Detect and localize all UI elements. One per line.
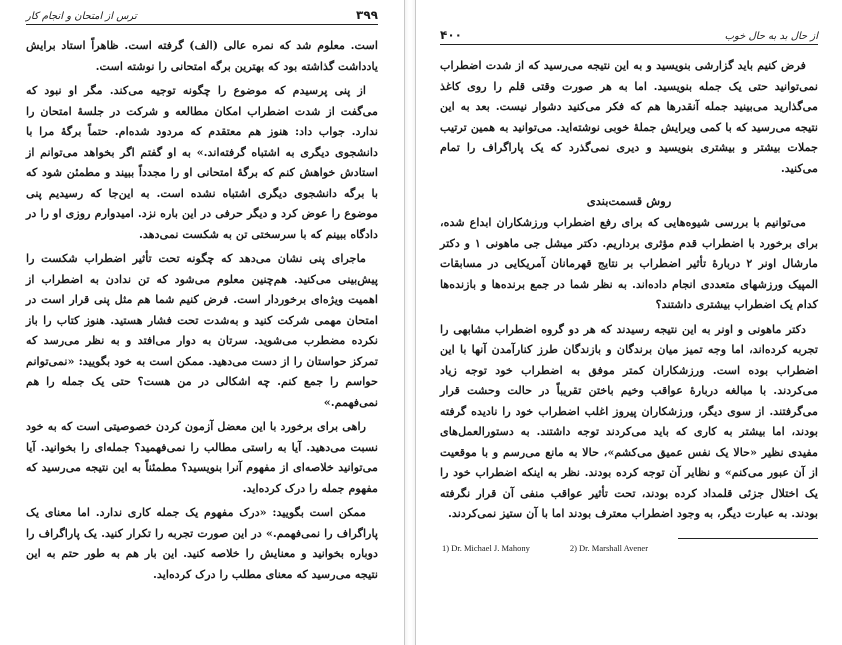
footnote: 1) Dr. Michael J. Mahony xyxy=(442,542,530,553)
paragraph: می‌توانیم با بررسی شیوه‌هایی که برای رفع اضطراب ورزشکاران ابداع شده، برای برخورد با اضطراب قدم مؤثری برداریم. دکتر میشل جی ماهونی ۱ و دکتر مارشال اونر ۲ دربارهٔ تأثیر اضطراب بر نتایج قهرمانان آمریکایی در مسابقات المپیک ورزشهای متعددی انجام داده‌اند. به نظر شما در جمع برنده‌ها و بازنده‌ها کدام یک اضطراب بیشتری داشتند؟ xyxy=(440,215,818,311)
footnote: 2) Dr. Marshall Avener xyxy=(569,542,649,553)
page-number: ۳۹۹ xyxy=(356,8,378,22)
footnote-divider xyxy=(678,538,818,539)
right-page-header xyxy=(440,28,818,45)
paragraph: فرض کنیم باید گزارشی بنویسید و به این نتیجه می‌رسید که از شدت اضطراب نمی‌توانید حتی یک جمله بنویسید. اما به هر صورت وقتی قلم را روی کاغذ می‌گذارید می‌بینید جمله آنقدرها هم که فکر می‌کنید دشوار نیست. بعد به این نتیجه می‌رسید که با کمی ویرایش جملهٔ خوبی نوشته‌اید. می‌توانید به همین ترتیب جملات بیشتر و بیشتری بنویسید و دیری نمی‌گذرد که یک پاراگراف را تمام می‌کنید. xyxy=(440,58,818,175)
paragraph: از پنی پرسیدم که موضوع را چگونه توجیه می‌کند. مگر او نبود که می‌گفت از شدت اضطراب امکان مطالعه و شرکت در جلسهٔ امتحان را ندارد. جواب داد: هنوز هم معتقدم که مردود شده‌ام. حتماً برگهٔ مرا با دانشجوی دیگری به اشتباه گرفته‌اند.» به او گفتم اگر بخواهد می‌توانم از استادش خواهش کنم که برگهٔ امتحانی او را مجدداً ببیند و مطمئن شود که با برگه دانشجوی دیگری اشتباه نشده است. به این‌جا که رسیدیم پنی موضوع را عوض کرد و دیگر حرفی در این باره نزد. امیدوارم روزی او را در دادگاه ببینم که با سرسختی تن به شکست نمی‌دهد. xyxy=(26,83,378,241)
footnotes xyxy=(440,543,818,553)
book-gutter xyxy=(404,0,416,645)
left-page-header xyxy=(26,8,378,25)
paragraph: ماجرای پنی نشان می‌دهد که چگونه تحت تأثیر اضطراب شکست را پیش‌بینی می‌کنید. هم‌چنین معلوم می‌شود که تن ندادن به اضطراب از اهمیت ویژه‌ای برخوردار است. فرض کنیم شما هم مثل پنی قرار است در امتحان مهمی شرکت کنید و به‌شدت تحت فشار هستید. هنوز کتاب را باز نکرده مضطرب می‌شوید. سرتان به دوار می‌افتد و به نظر می‌رسد که تمرکز حواستان را از دست می‌دهید. ممکن است به خود بگویید: «نمی‌توانم حواسم را جمع کنم. چه اشکالی در من هست؟ حتی یک جمله را هم نمی‌فهمم.» xyxy=(26,251,378,409)
paragraph: راهی برای برخورد با این معضل آزمون کردن خصوصیتی است که به خود نسبت می‌دهید. آیا به راستی مطالب را نمی‌فهمید؟ جمله‌ای را بخوانید. آیا می‌توانید خلاصه‌ای از مفهوم آنرا بنویسید؟ مطمئناً به این نتیجه می‌رسید که مفهوم جمله را درک کرده‌اید. xyxy=(26,419,378,495)
running-head: از حال بد به حال خوب xyxy=(724,31,818,42)
left-page xyxy=(0,0,400,645)
section-heading: روش قسمت‌بندی xyxy=(586,194,672,208)
page-number: ۴۰۰ xyxy=(440,28,462,42)
paragraph: دکتر ماهونی و اونر به این نتیجه رسیدند که هر دو گروه اضطراب مشابهی را تجربه کرده‌اند، اما وجه تمیز میان برندگان و بازندگان طرز کنارآمدن آنها با این اضطراب بوده است. ورزشکاران کمتر موفق به اضطراب خود توجه زیاد می‌کردند. با مبالغه دربارهٔ عواقب وخیم باختن تقریباً در حالت وحشت قرار می‌گرفتند. از سوی دیگر، ورزشکاران پیروز اغلب اضطراب خود را نادیده گرفته بودند، اما بیشتر به کاری که باید می‌کردند توجه داشتند. به دستورالعمل‌های مفیدی نظیر «حالا یک نفس عمیق می‌کشم»، حالا به مانع می‌رسم و با موقعیت از آن عبور می‌کنم» و نظایر آن توجه کرده بودند. نظر به اینکه اضطراب خود را یک اختلال جزئی قلمداد کرده بودند، تحت تأثیر عواقب منفی آن قرار نگرفته بودند. به عبارت دیگر، به وجود اضطراب معترف بودند اما با آن ستیز نمی‌کردند. xyxy=(440,321,818,520)
right-page xyxy=(420,0,842,645)
paragraph: است. معلوم شد که نمره عالی (الف) گرفته است. ظاهراً استاد برایش یادداشت گذاشته بود که بهترین برگه امتحانی را نوشته است. xyxy=(26,38,378,73)
paragraph: ممکن است بگویید: «درک مفهوم یک جمله کاری ندارد. اما معنای یک پاراگراف را نمی‌فهمم.» در این صورت تجربه را تکرار کنید. یک پاراگراف را دوباره بخوانید و معنایش را خلاصه کنید. این بار هم به طور حتم به این نتیجه می‌رسید که معنای مطلب را درک کرده‌اید. xyxy=(26,505,378,581)
running-head: ترس از امتحان و انجام کار xyxy=(26,11,137,22)
